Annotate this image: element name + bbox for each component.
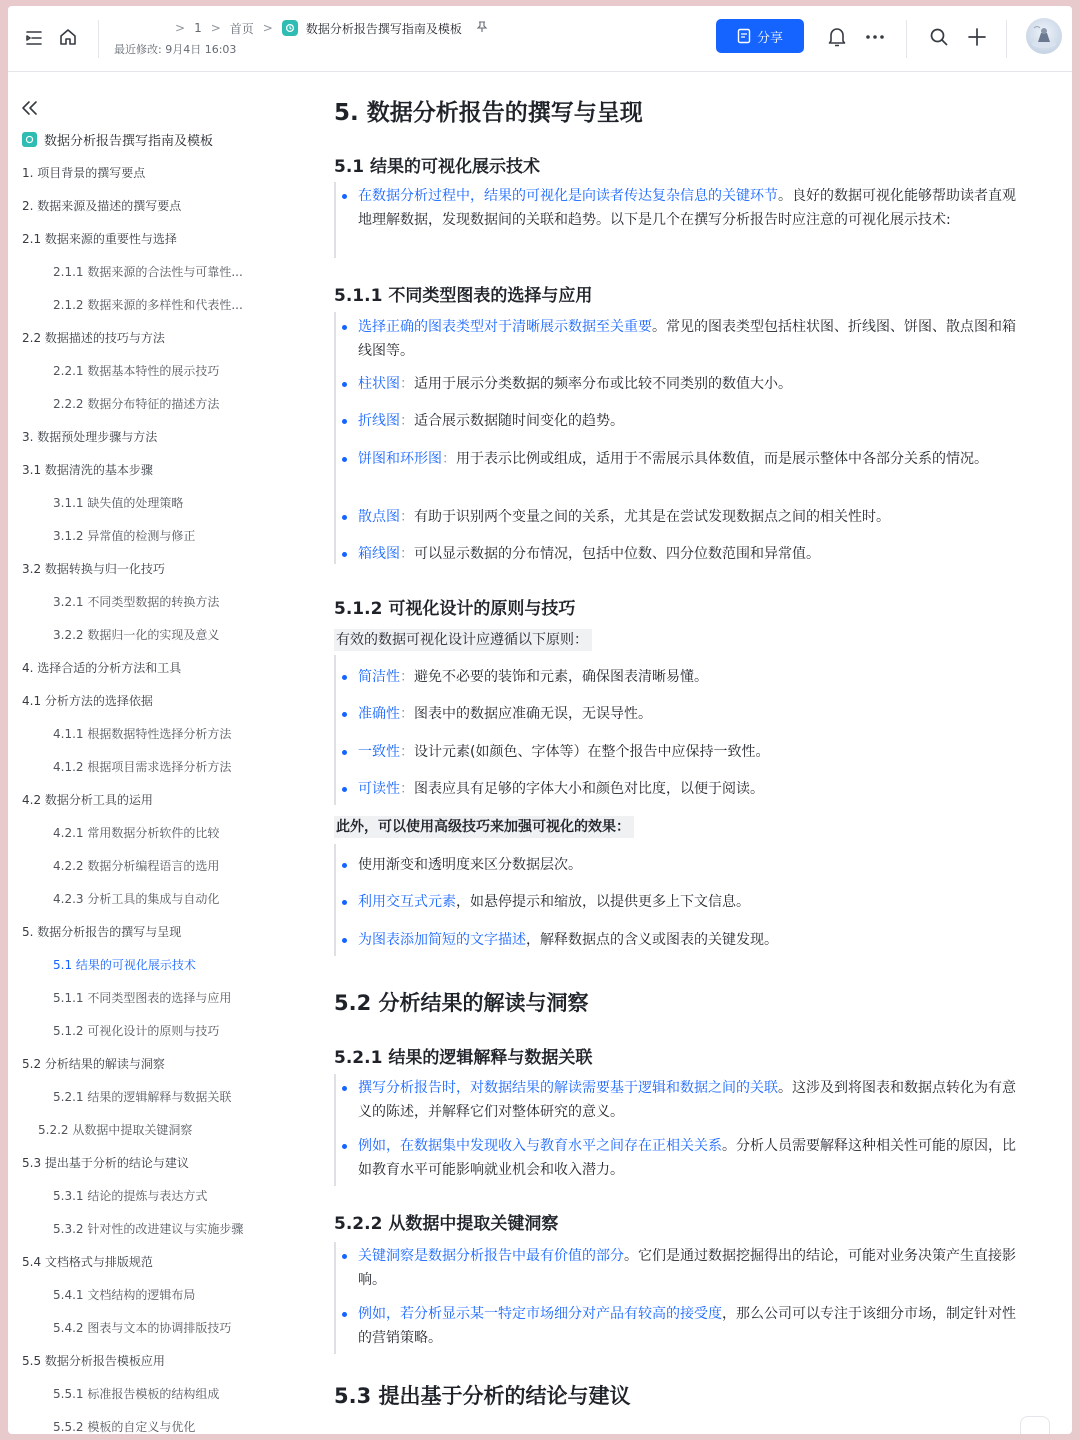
- colon-separator: ：: [400, 706, 414, 722]
- bullet-dot: [342, 325, 347, 330]
- quote-bar: [334, 182, 336, 258]
- app-window: [8, 6, 1072, 1434]
- divider: [98, 20, 99, 58]
- body-text: 。这涉及到将图表和数据点转化为有意义的陈述，并解释它们对整体研究的意义。: [358, 1080, 1016, 1120]
- term-label: 一致性: [358, 744, 400, 760]
- document-body: [334, 72, 1024, 1434]
- heading-5-1-2: 5.1.2 可视化设计的原则与技巧: [334, 599, 576, 619]
- quote-bar: [334, 1074, 336, 1186]
- bullet-dot: [342, 457, 347, 462]
- highlight-text: 选择正确的图表类型对于清晰展示数据至关重要: [358, 319, 652, 335]
- colon-separator: ：: [400, 744, 414, 760]
- heading-5-2: 5.2 分析结果的解读与洞察: [334, 991, 589, 1015]
- toc-item[interactable]: 5.5 数据分析报告模板应用: [22, 1354, 165, 1368]
- toc-item[interactable]: 5.1.2 可视化设计的原则与技巧: [53, 1024, 220, 1038]
- toc-item[interactable]: 4.1.1 根据数据特性选择分析方法: [53, 727, 232, 741]
- search-icon[interactable]: [926, 24, 952, 50]
- heading-h1: 5. 数据分析报告的撰写与呈现: [334, 100, 643, 126]
- paragraph: [358, 184, 1018, 232]
- colon-separator: ：: [400, 669, 414, 685]
- principles-intro: 有效的数据可视化设计应遵循以下原则：: [334, 629, 592, 651]
- toc-item[interactable]: 3.1 数据清洗的基本步骤: [22, 463, 153, 477]
- toc-document-title[interactable]: [22, 130, 213, 149]
- highlight-text: 例如，若分析显示某一特定市场细分对产品有较高的接受度: [358, 1306, 722, 1322]
- share-button[interactable]: [716, 19, 804, 53]
- table-of-contents-sidebar: [8, 72, 308, 1434]
- toc-item[interactable]: 4. 选择合适的分析方法和工具: [22, 661, 182, 675]
- toc-item[interactable]: 2.1.1 数据来源的合法性与可靠性...: [53, 265, 243, 279]
- chevron-right-icon: >: [175, 21, 186, 35]
- quote-bar: [334, 312, 336, 564]
- toc-item[interactable]: 5.1.1 不同类型图表的选择与应用: [53, 991, 232, 1005]
- chevron-right-icon: >: [262, 21, 273, 35]
- toc-item[interactable]: 4.2.3 分析工具的集成与自动化: [53, 892, 220, 906]
- body-text: 。它们是通过数据挖掘得出的结论，可能对业务决策产生直接影响。: [358, 1248, 1016, 1288]
- principle-item: [358, 777, 1018, 801]
- notification-bell-icon[interactable]: [824, 24, 850, 50]
- body-text: 使用渐变和透明度来区分数据层次。: [358, 857, 582, 873]
- toc-item[interactable]: 4.2.1 常用数据分析软件的比较: [53, 826, 220, 840]
- bullet-dot: [342, 675, 347, 680]
- breadcrumb-item[interactable]: 首页: [229, 21, 254, 36]
- term-label: 折线图: [358, 413, 400, 429]
- quote-bar: [334, 1242, 336, 1354]
- principle-item: [358, 740, 1018, 764]
- term-description: 设计元素(如颜色、字体等）在整个报告中应保持一致性。: [414, 744, 770, 760]
- term-description: 可以显示数据的分布情况，包括中位数、四分位数范围和异常值。: [414, 546, 820, 562]
- doc-type-icon: [22, 132, 37, 147]
- paragraph: [358, 1134, 1018, 1182]
- toc-item[interactable]: 5.2 分析结果的解读与洞察: [22, 1057, 165, 1071]
- body-text: 。常见的图表类型包括柱状图、折线图、饼图、散点图和箱线图等。: [358, 319, 1016, 359]
- toc-item[interactable]: 3. 数据预处理步骤与方法: [22, 430, 158, 444]
- term-description: 用于表示比例或组成，适用于不需展示具体数值，而是展示整体中各部分关系的情况。: [456, 451, 988, 467]
- bullet-dot: [342, 1086, 347, 1091]
- breadcrumb: [166, 18, 488, 38]
- share-doc-icon: [737, 28, 751, 44]
- term-label: 柱状图: [358, 376, 400, 392]
- chart-type-item: [358, 372, 1018, 396]
- toc-item[interactable]: 5.2.1 结果的逻辑解释与数据关联: [53, 1090, 232, 1104]
- term-description: 适合展示数据随时间变化的趋势。: [414, 413, 624, 429]
- toc-item[interactable]: 5.3 提出基于分析的结论与建议: [22, 1156, 189, 1170]
- toc-item[interactable]: 2.1.2 数据来源的多样性和代表性...: [53, 298, 243, 312]
- toc-item[interactable]: 5.1 结果的可视化展示技术: [53, 958, 196, 972]
- highlight-text: 利用交互式元素: [358, 894, 456, 910]
- highlight-text: 例如，在数据集中发现收入与教育水平之间存在正相关关系: [358, 1138, 722, 1154]
- chart-type-item: [358, 409, 1018, 433]
- toc-item[interactable]: 2.2 数据描述的技巧与方法: [22, 331, 165, 345]
- heading-5-1: 5.1 结果的可视化展示技术: [334, 157, 541, 177]
- colon-separator: ：: [400, 509, 414, 525]
- toc-item[interactable]: 5.2.2 从数据中提取关键洞察: [38, 1123, 193, 1137]
- toc-item[interactable]: 3.2.1 不同类型数据的转换方法: [53, 595, 220, 609]
- term-label: 可读性: [358, 781, 400, 797]
- term-description: 避免不必要的装饰和元素，确保图表清晰易懂。: [414, 669, 708, 685]
- term-label: 简洁性: [358, 669, 400, 685]
- toc-item[interactable]: 2.2.1 数据基本特性的展示技巧: [53, 364, 220, 378]
- bullet-dot: [342, 787, 347, 792]
- toc-item[interactable]: 4.1.2 根据项目需求选择分析方法: [53, 760, 232, 774]
- principle-item: [358, 702, 1018, 726]
- paragraph: [358, 315, 1018, 363]
- pin-icon[interactable]: [476, 21, 488, 36]
- toc-item[interactable]: 5.5.1 标准报告模板的结构组成: [53, 1387, 220, 1401]
- chevron-right-icon: >: [210, 21, 221, 35]
- divider: [1006, 20, 1007, 58]
- breadcrumb-doc-title[interactable]: 数据分析报告撰写指南及模板: [305, 21, 462, 36]
- highlight-text: 为图表添加简短的文字描述: [358, 932, 526, 948]
- bullet-dot: [342, 900, 347, 905]
- term-description: 有助于识别两个变量之间的关系，尤其是在尝试发现数据点之间的相关性时。: [414, 509, 890, 525]
- term-description: 适用于展示分类数据的频率分布或比较不同类别的数值大小。: [414, 376, 792, 392]
- bullet-dot: [342, 552, 347, 557]
- bullet-dot: [342, 1312, 347, 1317]
- paragraph: [358, 1076, 1018, 1124]
- toc-item[interactable]: 5.3.2 针对性的改进建议与实施步骤: [53, 1222, 244, 1236]
- body-text: ，如悬停提示和缩放，以提供更多上下文信息。: [456, 894, 750, 910]
- heading-5-1-1: 5.1.1 不同类型图表的选择与应用: [334, 286, 593, 306]
- list-item: [358, 853, 1018, 877]
- colon-separator: ：: [400, 376, 414, 392]
- divider: [906, 20, 907, 58]
- bullet-dot: [342, 419, 347, 424]
- toc-item[interactable]: 5.4.1 文档结构的逻辑布局: [53, 1288, 196, 1302]
- paragraph: [358, 1302, 1018, 1350]
- toc-item[interactable]: 4.2 数据分析工具的运用: [22, 793, 153, 807]
- breadcrumb-item[interactable]: 1: [194, 21, 202, 35]
- doc-type-icon: [282, 20, 298, 36]
- heading-5-2-2: 5.2.2 从数据中提取关键洞察: [334, 1214, 559, 1234]
- floating-help-icon[interactable]: [1020, 1416, 1050, 1434]
- body-text: 。良好的数据可视化能够帮助读者直观地理解数据，发现数据间的关联和趋势。以下是几个在撰写分析报告时应注意的可视化展示技术:: [358, 188, 1016, 228]
- colon-separator: ：: [442, 451, 456, 467]
- bullet-dot: [342, 1254, 347, 1259]
- bullet-dot: [342, 1144, 347, 1149]
- bullet-dot: [342, 863, 347, 868]
- toc-item[interactable]: 5.4 文档格式与排版规范: [22, 1255, 153, 1269]
- body-text: ，解释数据点的含义或图表的关键发现。: [526, 932, 778, 948]
- body-text: ，那么公司可以专注于该细分市场，制定针对性的营销策略。: [358, 1306, 1016, 1346]
- toc-item[interactable]: 2. 数据来源及描述的撰写要点: [22, 199, 182, 213]
- term-label: 箱线图: [358, 546, 400, 562]
- toc-list: [8, 157, 308, 1434]
- colon-separator: ：: [400, 413, 414, 429]
- sidebar-toggle-icon[interactable]: [22, 26, 46, 50]
- toc-item[interactable]: 5.3.1 结论的提炼与表达方式: [53, 1189, 208, 1203]
- chart-type-item: [358, 447, 1018, 471]
- toc-item[interactable]: 2.2.2 数据分布特征的描述方法: [53, 397, 220, 411]
- list-item: [358, 890, 1018, 914]
- colon-separator: ：: [400, 546, 414, 562]
- chart-type-item: [358, 505, 1018, 529]
- body-text: 。分析人员需要解释这种相关性可能的原因，比如教育水平可能影响就业机会和收入潜力。: [358, 1138, 1016, 1178]
- term-label: 散点图: [358, 509, 400, 525]
- toc-item[interactable]: 3.1.2 异常值的检测与修正: [53, 529, 196, 543]
- advanced-intro: 此外，可以使用高级技巧来加强可视化的效果：: [334, 816, 634, 838]
- heading-5-2-1: 5.2.1 结果的逻辑解释与数据关联: [334, 1048, 593, 1068]
- share-button-label: 分享: [756, 30, 783, 46]
- toc-item[interactable]: 5. 数据分析报告的撰写与呈现: [22, 925, 182, 939]
- highlight-text: 撰写分析报告时，对数据结果的解读需要基于逻辑和数据之间的关联: [358, 1080, 778, 1096]
- toc-item[interactable]: 3.2.2 数据归一化的实现及意义: [53, 628, 220, 642]
- toc-item[interactable]: 3.2 数据转换与归一化技巧: [22, 562, 165, 576]
- bullet-dot: [342, 712, 347, 717]
- toc-item[interactable]: 2.1 数据来源的重要性与选择: [22, 232, 177, 246]
- toc-item[interactable]: 4.1 分析方法的选择依据: [22, 694, 153, 708]
- toc-item[interactable]: 4.2.2 数据分析编程语言的选用: [53, 859, 220, 873]
- toc-title-label: 数据分析报告撰写指南及模板: [44, 134, 214, 149]
- quote-bar: [334, 844, 336, 956]
- chart-type-item: [358, 542, 1018, 566]
- paragraph: [358, 1244, 1018, 1292]
- principle-item: [358, 665, 1018, 689]
- user-avatar[interactable]: [1026, 18, 1062, 54]
- highlight-text: 关键洞察是数据分析报告中最有价值的部分: [358, 1248, 624, 1264]
- list-item: [358, 928, 1018, 952]
- more-options-icon[interactable]: [862, 24, 888, 50]
- add-icon[interactable]: [964, 24, 990, 50]
- bullet-dot: [342, 515, 347, 520]
- toc-item[interactable]: 3.1.1 缺失值的处理策略: [53, 496, 184, 510]
- term-label: 饼图和环形图: [358, 451, 442, 467]
- quote-bar: [334, 655, 336, 805]
- bullet-dot: [342, 750, 347, 755]
- last-modified-text: 最近修改: 9月4日 16:03: [114, 43, 237, 56]
- home-icon[interactable]: [56, 25, 80, 49]
- toc-item[interactable]: 5.4.2 图表与文本的协调排版技巧: [53, 1321, 232, 1335]
- bullet-dot: [342, 194, 347, 199]
- colon-separator: ：: [400, 781, 414, 797]
- toc-item[interactable]: 1. 项目背景的撰写要点: [22, 166, 146, 180]
- bullet-dot: [342, 938, 347, 943]
- toc-item[interactable]: 5.5.2 模板的自定义与优化: [53, 1420, 196, 1434]
- term-description: 图表中的数据应准确无误，无误导性。: [414, 706, 652, 722]
- collapse-sidebar-icon[interactable]: [20, 98, 42, 120]
- top-bar: [8, 6, 1072, 72]
- highlight-text: 在数据分析过程中，结果的可视化是向读者传达复杂信息的关键环节: [358, 188, 778, 204]
- term-label: 准确性: [358, 706, 400, 722]
- term-description: 图表应具有足够的字体大小和颜色对比度，以便于阅读。: [414, 781, 764, 797]
- bullet-dot: [342, 382, 347, 387]
- heading-5-3: 5.3 提出基于分析的结论与建议: [334, 1384, 631, 1408]
